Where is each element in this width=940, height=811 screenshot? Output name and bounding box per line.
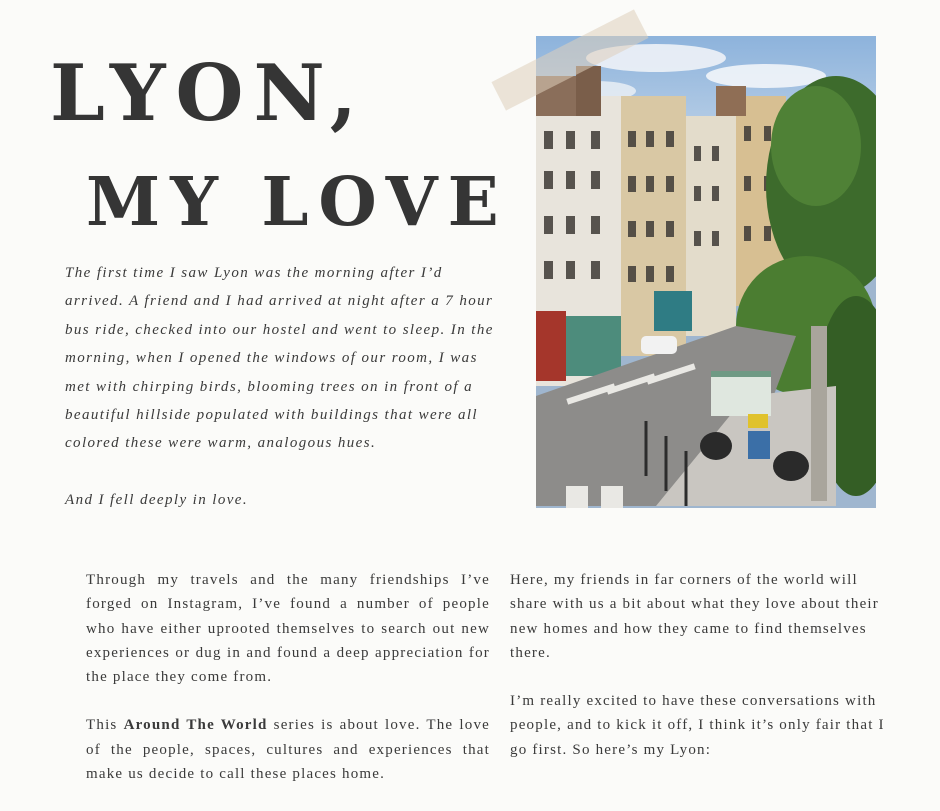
left-paragraph-1: Through my travels and the many friendships I’ve forged on Instagram, I’ve found a number of people who have either uprooted themselves to search out new experiences or dug in and found a deep appreciation for the place they come from.	[86, 572, 490, 686]
intro-closing: And I fell deeply in love.	[65, 491, 249, 508]
left-paragraph-2	[86, 713, 490, 786]
intro-text	[65, 259, 505, 514]
title-line-2: MY LOVE	[86, 162, 509, 241]
body-column-right	[510, 568, 890, 786]
series-name: Around The World	[123, 717, 268, 734]
title-line-1: LYON,	[50, 48, 367, 139]
intro-paragraph: The first time I saw Lyon was the morning after I’d arrived. A friend and I had arrived at night after a 7 hour bus ride, checked into our hostel and went to sleep. In the morning, when I opened the windows of our room, I was met with chirping birds, blooming trees on in front of a beautiful hillside populated with buildings that were all colored these were warm, analogous hues.	[65, 265, 494, 452]
right-paragraph-1: Here, my friends in far corners of the world will share with us a bit about what they love about their new homes and how they came to find themselves there.	[510, 572, 879, 661]
left-paragraph-2-start: This	[86, 717, 124, 734]
right-paragraph-2: I’m really excited to have these conversations with people, and to kick it off, I think it’s only fair that I go first. So here’s my Lyon:	[510, 693, 885, 758]
body-column-left	[86, 568, 490, 810]
lyon-street-photo	[536, 36, 876, 508]
left-paragraph-2-end: series is about love. The love of the people, spaces, cultures and experiences that make us decide to call these places home.	[86, 717, 491, 783]
